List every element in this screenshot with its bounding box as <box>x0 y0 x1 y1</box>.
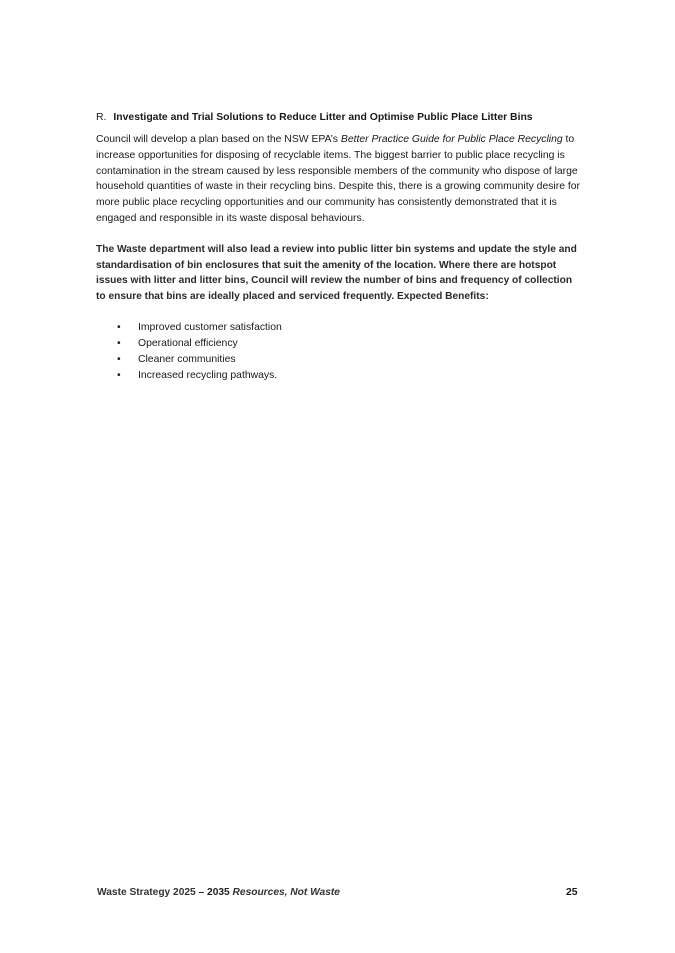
benefit-text: Cleaner communities <box>138 353 236 365</box>
benefit-text: Increased recycling pathways. <box>138 369 278 381</box>
footer-title-end: 2035 <box>207 887 230 898</box>
bullet-icon: • <box>117 353 121 365</box>
footer-tagline: Resources, Not Waste <box>229 887 340 898</box>
section-letter: R. <box>96 112 107 123</box>
section-title: Investigate and Trial Solutions to Reduce Litter and Optimise Public Place Litter Bins <box>113 112 533 123</box>
guide-title: Better Practice Guide for Public Place Recycling <box>340 134 563 145</box>
footer-title <box>97 887 340 898</box>
footer-dash: – <box>195 887 208 898</box>
benefit-text: Operational efficiency <box>138 337 238 349</box>
list-item <box>96 352 496 368</box>
footer-title-start: Waste Strategy 2025 <box>97 887 196 898</box>
review-paragraph: The Waste department will also lead a review into public litter bin systems and update the style and standardisation of bin enclosures that suit the amenity of the location. Where there are hotspot issues with litter and litter bins, Council will review the number of bins and frequency of collection to ensure that bins are ideally placed and serviced frequently. Expected Benefits: <box>96 244 577 302</box>
intro-rest: to increase opportunities for disposing of recyclable items. The biggest barrier to public place recycling is contamination in the stream caused by less responsible members of the community who dispose of large household quantities of waste in their recycling bins. Despite this, there is a growing community desire for more public place recycling opportunities and our community has consistently demonstrated that it is engaged and responsible in its waste disposal behaviours. <box>96 134 580 224</box>
list-item <box>96 320 496 336</box>
list-item <box>96 368 496 384</box>
bullet-icon: • <box>117 369 121 381</box>
benefits-list <box>96 320 496 384</box>
bullet-icon: • <box>117 322 121 333</box>
bullet-icon: • <box>117 337 121 349</box>
intro-paragraph <box>96 132 586 227</box>
intro-text: Council will develop a plan based on the NSW EPA’s <box>96 134 341 145</box>
section-heading <box>96 111 586 125</box>
list-item <box>96 336 496 352</box>
page-number: 25 <box>566 887 578 898</box>
benefit-text: Improved customer satisfaction <box>138 322 282 333</box>
